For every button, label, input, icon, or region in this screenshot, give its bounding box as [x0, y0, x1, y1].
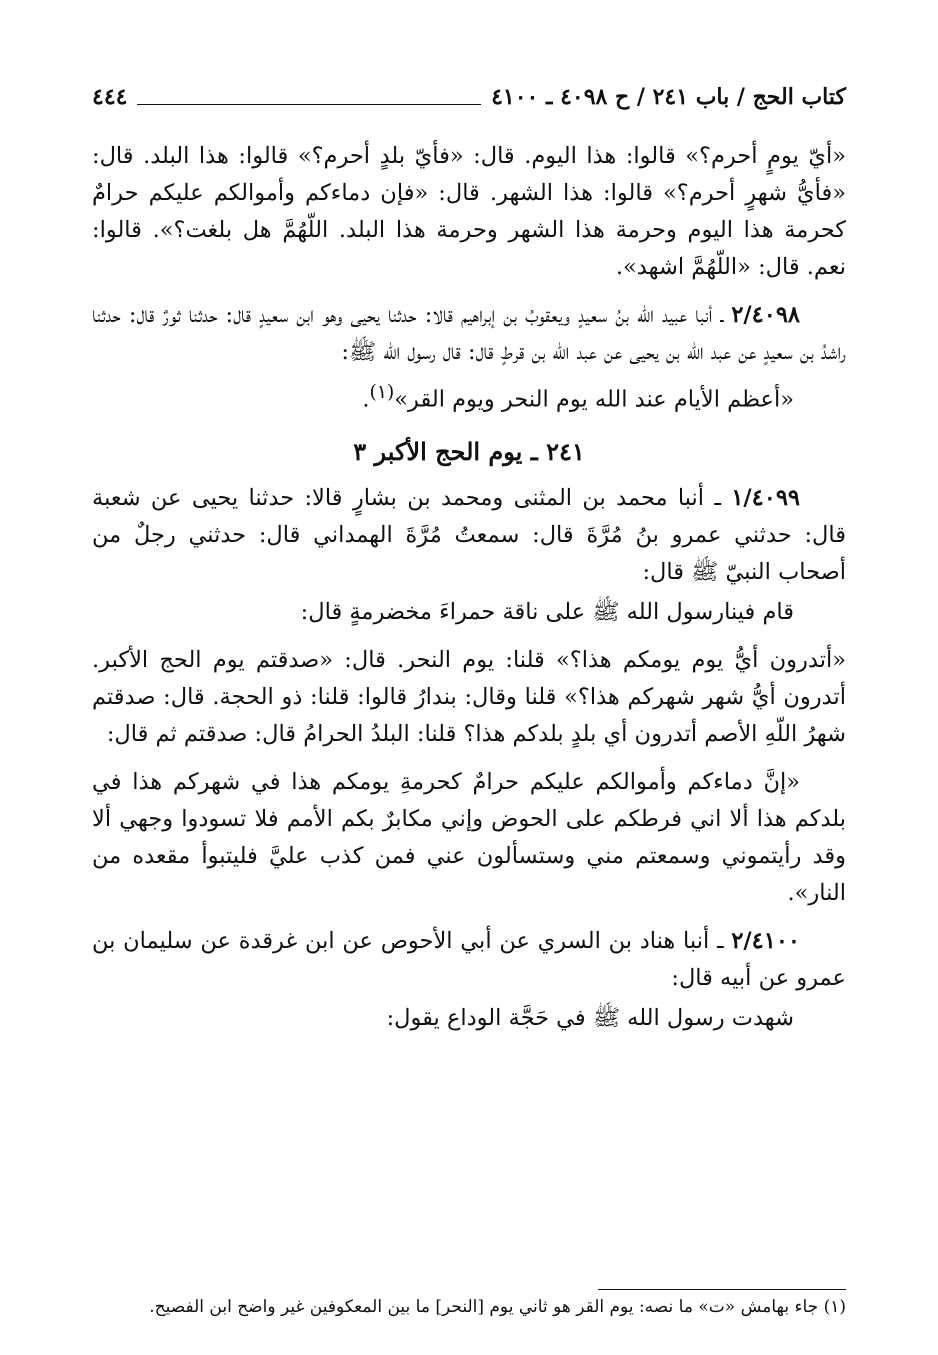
hadith-narration-end: شهدت رسول الله ﷺ في حَجَّة الوداع يقول:: [386, 1004, 794, 1031]
footnote-marker: (١): [369, 382, 395, 403]
paragraph-continuation: «أيّ يومٍ أحرم؟» قالوا: هذا اليوم. قال: «فأيّ بلدٍ أحرم؟» قالوا: هذا البلد. قال: «فأيُّ شهرٍ أحرم؟» قالوا: هذا الشهر. قال: «فإن دماءكم وأموالكم عليكم حرامٌ كحرمة هذا اليوم وحرمة هذا الشهر وحرمة هذا البلد. اللّهُمَّ هل بلغت؟». قالوا: نعم. قال: «اللّهُمَّ اشهد».: [92, 143, 846, 280]
hadith-text: ـ أنبا هناد بن السري عن أبي الأحوص عن ابن غرقدة عن سليمان بن عمرو عن أبيه قال:: [92, 927, 846, 991]
running-header: [92, 80, 846, 114]
quote-end: .: [362, 386, 370, 413]
section-heading: ٢٤١ ـ يوم الحج الأكبر ٣: [353, 436, 585, 466]
hadith-number: ٢/٤٠٩٨: [731, 302, 800, 328]
header-rule: [137, 104, 481, 105]
hadith-text: ـ أنبا محمد بن المثنى ومحمد بن بشارٍ قالا: حدثنا يحيى عن شعبة قال: حدثني عمرو بنُ مُرَّةَ قال: سمعتُ مُرَّةَ الهمداني قال: حدثني رجلٌ من أصحاب النبيّ ﷺ قال:: [92, 484, 846, 585]
hadith-paragraph-4099: [92, 480, 846, 591]
hadith-text: ـ أنبا عبيد الله بنُ سعيدٍ ويعقوبُ بن إبراهيم قالا: حدثنا يحيى وهو ابن سعيدٍ قال: حدثنا ثورٌ قال: حدثنا راشدُ بن سعيدٍ عن عبد الله بن يحيى عن عبد الله بن قرطٍ قال: قال رسول الله ﷺ:: [92, 302, 846, 365]
hadith-quote: [92, 374, 846, 419]
header-title: كتاب الحج / باب ٢٤١ / ح ٤٠٩٨ ـ ٤١٠٠: [491, 84, 846, 110]
footnote-rule: [598, 1289, 846, 1290]
footnote: (١) جاء بهامش «ت» ما نصه: يوم القر هو ثاني يوم [النحر] ما بين المعكوفين غير واضح ابن الفصيح.: [149, 1297, 846, 1317]
hadith-number: ١/٤٠٩٩: [731, 484, 800, 511]
hadith-narration: قام فينارسول الله ﷺ على ناقة حمراءَ مخضرمةٍ قال:: [300, 598, 794, 625]
hadith-sermon: «إنَّ دماءكم وأموالكم عليكم حرامٌ كحرمةِ يومكم هذا في شهركم هذا في بلدكم هذا ألا اني فرطكم على الحوض وإني مكابرٌ بكم الأمم فلا تسودوا وجهي ألا وقد رأيتموني وسمعتم مني وستسألون عني فمن كذب عليَّ فليتبوأ مقعده من النار».: [92, 768, 846, 906]
quote-text: «أعظم الأيام عند الله يوم النحر ويوم القر»: [394, 386, 794, 413]
hadith-paragraph-4098: [92, 297, 846, 371]
hadith-dialogue: «أتدرون أيُّ يوم يومكم هذا؟» قلنا: يوم النحر. قال: «صدقتم يوم الحج الأكبر. أتدرون أيُّ شهر شهركم هذا؟» قلنا وقال: بندارُ قالوا: قلنا: ذو الحجة. قال: صدقتم شهرُ اللّهِ الأصم أتدرون أي بلدٍ بلدكم هذا؟ قلنا: البلدُ الحرامُ قال: صدقتم ثم قال:: [92, 646, 846, 747]
page-number: ٤٤٤: [92, 84, 128, 110]
hadith-paragraph-4100: [92, 923, 846, 997]
hadith-number: ٢/٤١٠٠: [731, 927, 800, 954]
body-text: [92, 138, 846, 1037]
